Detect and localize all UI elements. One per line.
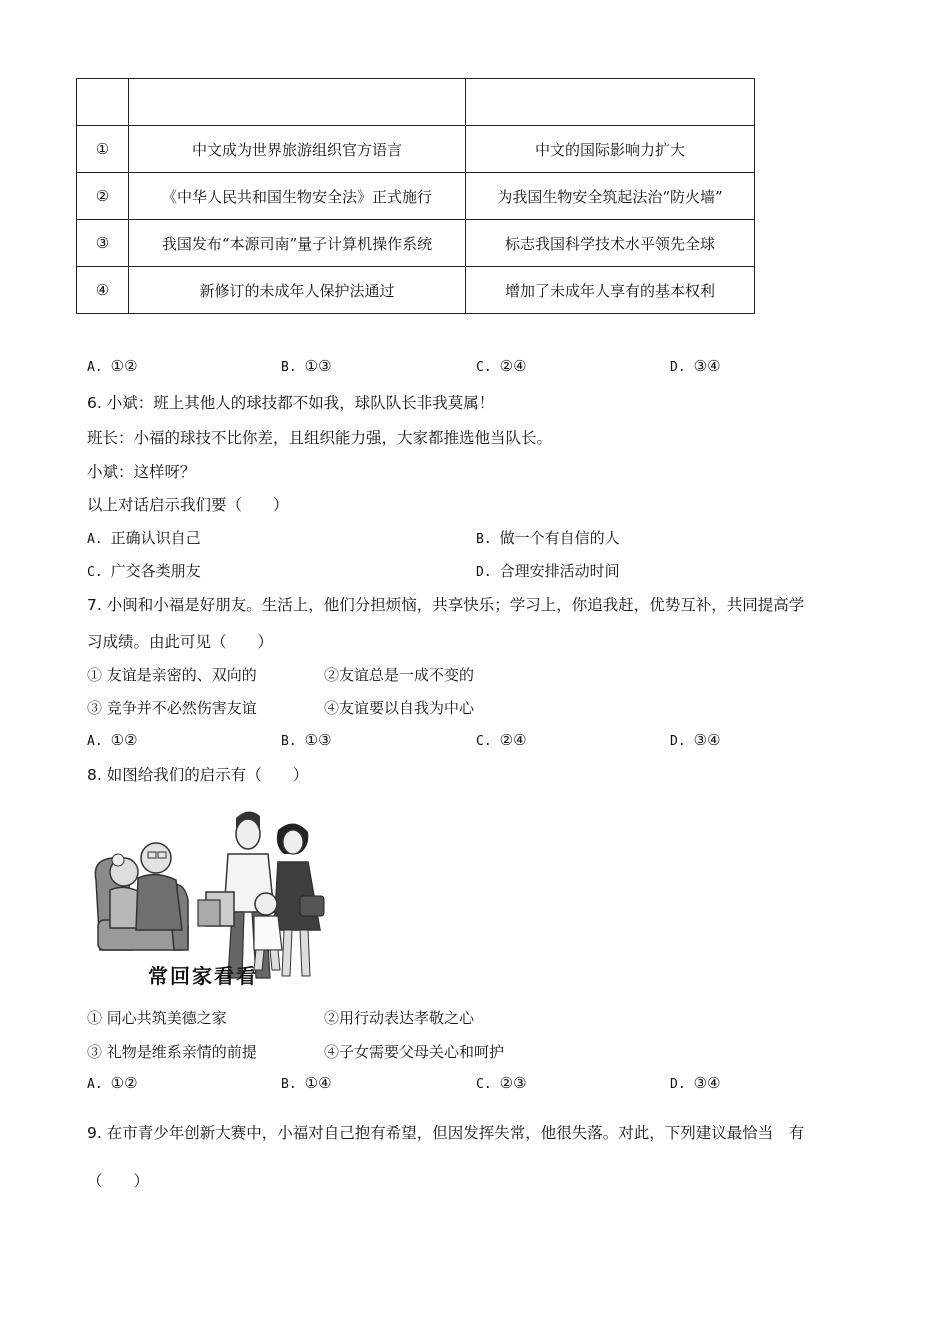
table-header-cell bbox=[466, 79, 755, 126]
q8-option-c[interactable]: C. ②③ bbox=[476, 1074, 527, 1092]
q8-option-d[interactable]: D. ③④ bbox=[670, 1074, 721, 1092]
row-event: 新修订的未成年人保护法通过 bbox=[129, 267, 466, 314]
q7-item-2: ②友谊总是一成不变的 bbox=[324, 666, 475, 684]
q8-item-1: ① 同心共筑美德之家 bbox=[87, 1009, 227, 1027]
illustration-caption: 常回家看看 bbox=[148, 964, 258, 988]
q5-option-d[interactable]: D. ③④ bbox=[670, 357, 721, 375]
row-number: ② bbox=[77, 173, 129, 220]
events-table bbox=[76, 78, 755, 314]
q9-stem-line: 9. 在市青少年创新大赛中，小福对自己抱有希望，但因发挥失常，他很失落。对此，下列建议最恰当 有 bbox=[87, 1124, 805, 1142]
row-meaning: 标志我国科学技术水平领先全球 bbox=[466, 220, 755, 267]
q8-stem-line: 8. 如图给我们的启示有（ ） bbox=[87, 766, 309, 784]
q7-option-b[interactable]: B. ①③ bbox=[281, 731, 332, 749]
q6-dialogue-line: 班长：小福的球技不比你差，且组织能力强，大家都推选他当队长。 bbox=[87, 429, 553, 447]
table-row bbox=[77, 126, 755, 173]
q8-item-2: ②用行动表达孝敬之心 bbox=[324, 1009, 475, 1027]
q7-item-3: ③ 竞争并不必然伤害友谊 bbox=[87, 699, 257, 717]
q6-question-line: 以上对话启示我们要（ ） bbox=[87, 496, 289, 514]
row-meaning: 增加了未成年人享有的基本权利 bbox=[466, 267, 755, 314]
q6-dialogue-line: 小斌：这样呀？ bbox=[87, 463, 196, 481]
q6-option-d[interactable]: D. 合理安排活动时间 bbox=[476, 562, 620, 580]
q7-item-4: ④友谊要以自我为中心 bbox=[324, 699, 475, 717]
row-event: 《中华人民共和国生物安全法》正式施行 bbox=[129, 173, 466, 220]
table-row bbox=[77, 267, 755, 314]
q7-stem-line: 7. 小闽和小福是好朋友。生活上，他们分担烦恼，共享快乐；学习上，你追我赶，优势互补，共同提高学 bbox=[87, 596, 805, 614]
row-number: ③ bbox=[77, 220, 129, 267]
q7-option-a[interactable]: A. ①② bbox=[87, 731, 138, 749]
q6-option-b[interactable]: B. 做一个有自信的人 bbox=[476, 529, 620, 547]
q7-stem-line2: 习成绩。由此可见（ ） bbox=[87, 633, 274, 651]
q7-item-1: ① 友谊是亲密的、双向的 bbox=[87, 666, 257, 684]
q6-option-a[interactable]: A. 正确认识自己 bbox=[87, 529, 201, 547]
row-event: 中文成为世界旅游组织官方语言 bbox=[129, 126, 466, 173]
table-header-cell bbox=[129, 79, 466, 126]
row-meaning: 中文的国际影响力扩大 bbox=[466, 126, 755, 173]
table-row bbox=[77, 173, 755, 220]
q6-option-c[interactable]: C. 广交各类朋友 bbox=[87, 562, 201, 580]
q8-item-4: ④子女需要父母关心和呵护 bbox=[324, 1043, 505, 1061]
q8-option-a[interactable]: A. ①② bbox=[87, 1074, 138, 1092]
table-row bbox=[77, 220, 755, 267]
q5-option-a[interactable]: A. ①② bbox=[87, 357, 138, 375]
row-number: ④ bbox=[77, 267, 129, 314]
row-number: ① bbox=[77, 126, 129, 173]
row-meaning: 为我国生物安全筑起法治“防火墙” bbox=[466, 173, 755, 220]
q7-option-c[interactable]: C. ②④ bbox=[476, 731, 527, 749]
family-visit-illustration bbox=[88, 800, 333, 992]
q8-item-3: ③ 礼物是维系亲情的前提 bbox=[87, 1043, 257, 1061]
q8-option-b[interactable]: B. ①④ bbox=[281, 1074, 332, 1092]
q9-answer-blank: （ ） bbox=[87, 1172, 150, 1190]
q6-stem-line: 6. 小斌：班上其他人的球技都不如我，球队队长非我莫属！ bbox=[87, 394, 495, 412]
q7-option-d[interactable]: D. ③④ bbox=[670, 731, 721, 749]
q5-option-b[interactable]: B. ①③ bbox=[281, 357, 332, 375]
table-header-cell bbox=[77, 79, 129, 126]
q5-option-c[interactable]: C. ②④ bbox=[476, 357, 527, 375]
table-header-row bbox=[77, 79, 755, 126]
row-event: 我国发布“本源司南”量子计算机操作系统 bbox=[129, 220, 466, 267]
